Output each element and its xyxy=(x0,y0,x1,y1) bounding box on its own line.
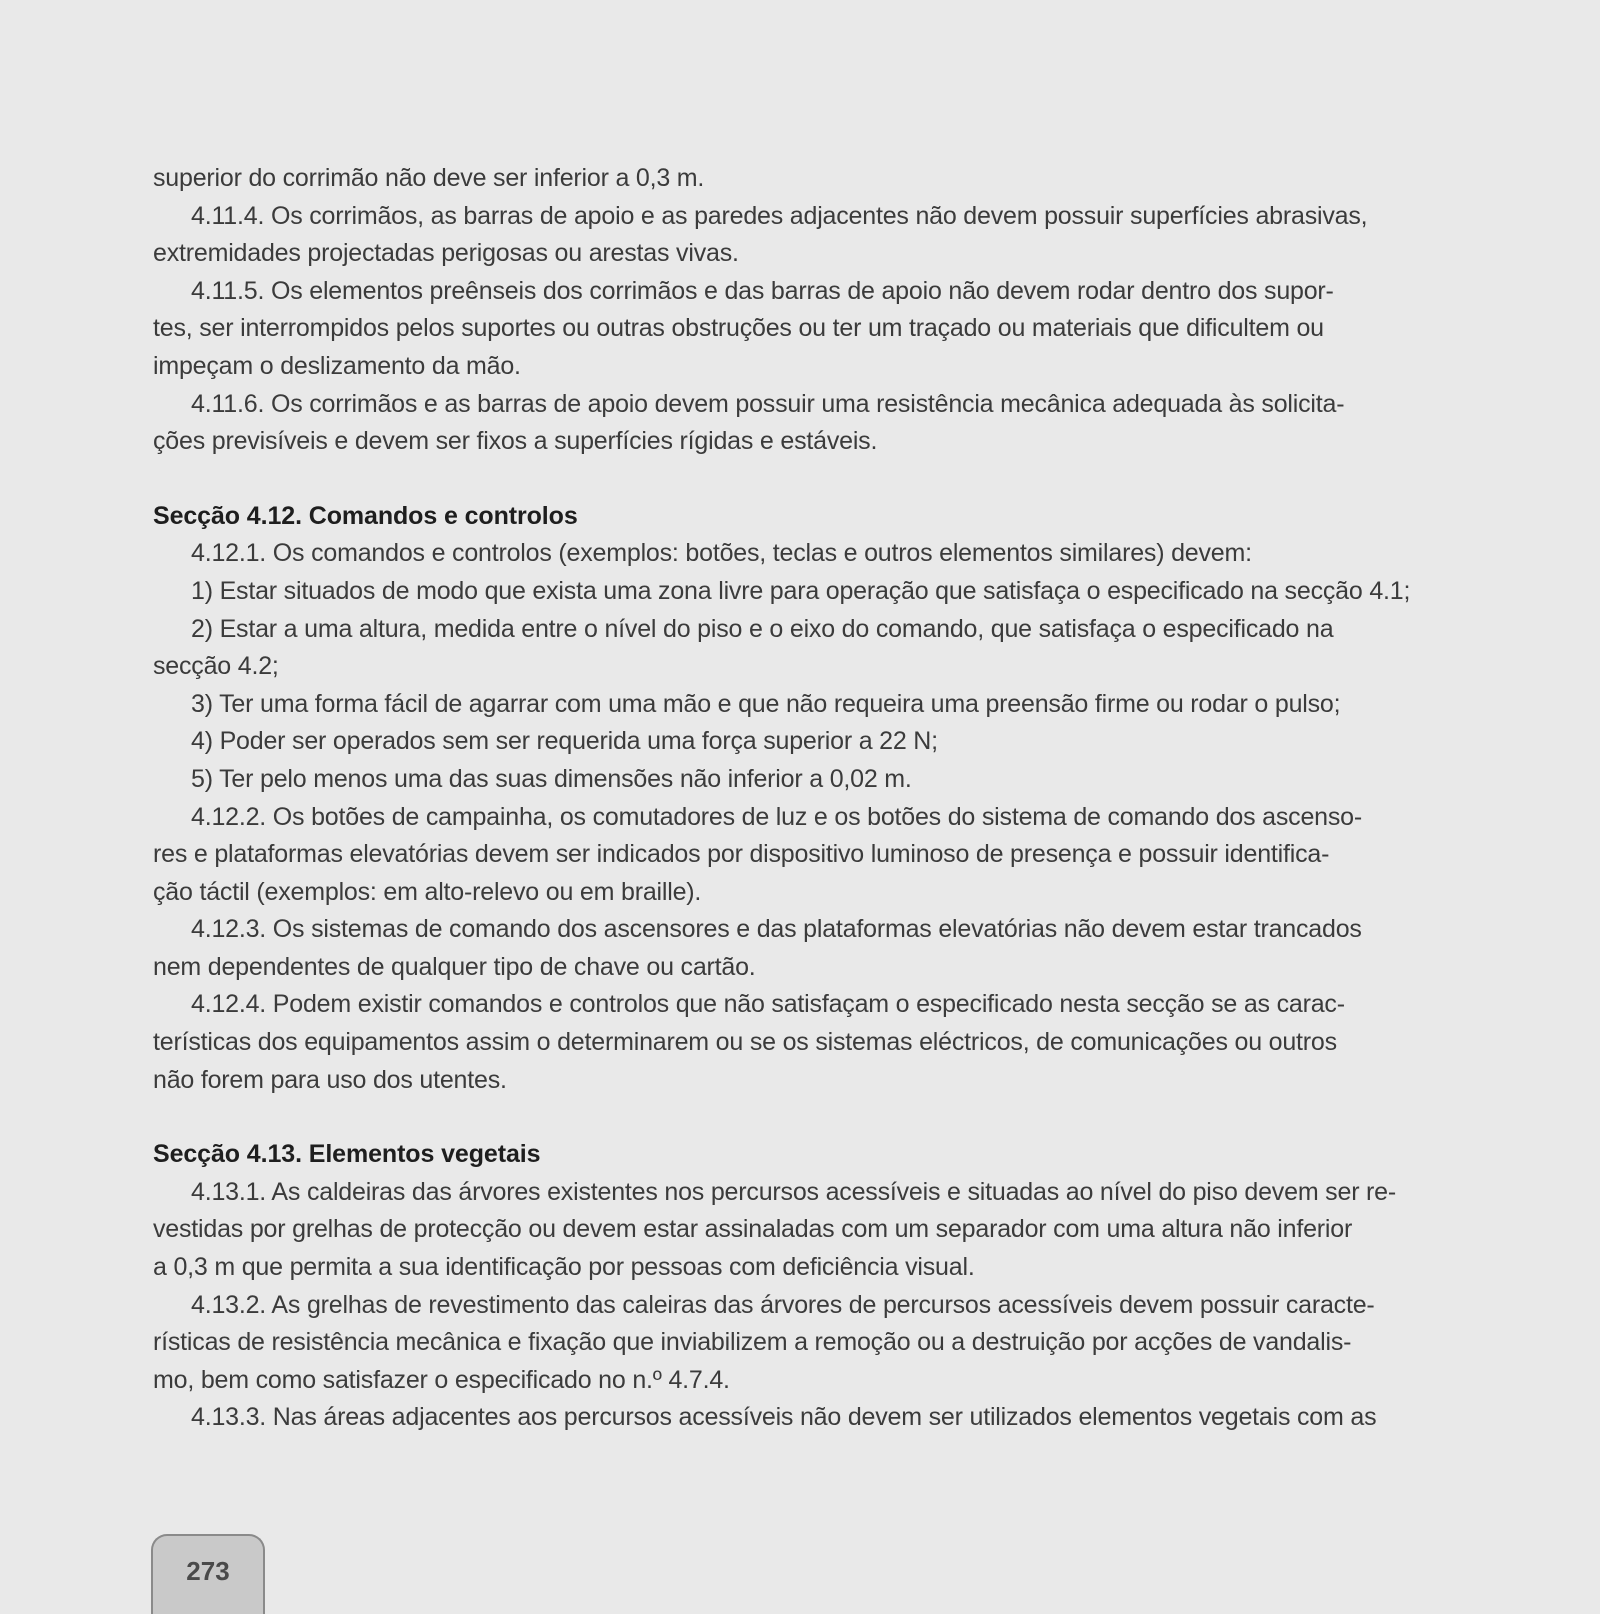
intro-paragraphs xyxy=(153,160,1448,461)
text-line: 1) Estar situados de modo que exista uma zona livre para operação que satisfaça o especificado na secção 4.1; xyxy=(191,576,1411,605)
page-number-tab xyxy=(151,1534,265,1614)
text-line: tes, ser interrompidos pelos suportes ou outras obstruções ou ter um traçado ou materiais que dificultem ou xyxy=(153,314,1324,343)
text-line: 5) Ter pelo menos uma das suas dimensões não inferior a 0,02 m. xyxy=(191,764,912,793)
text-line: ção táctil (exemplos: em alto-relevo ou em braille). xyxy=(153,877,702,906)
text-line: impeçam o deslizamento da mão. xyxy=(153,351,521,380)
text-line: 4.12.1. Os comandos e controlos (exemplos: botões, teclas e outros elementos similares) devem: xyxy=(191,539,1252,568)
text-line: 4.11.5. Os elementos preênseis dos corrimãos e das barras de apoio não devem rodar dentro dos supor- xyxy=(191,276,1334,305)
section-heading: Secção 4.12. Comandos e controlos xyxy=(153,501,578,530)
section-spacer xyxy=(153,461,1448,498)
text-line: 4.11.6. Os corrimãos e as barras de apoio devem possuir uma resistência mecânica adequada às solicita- xyxy=(191,389,1345,418)
text-line: secção 4.2; xyxy=(153,652,279,681)
text-line: res e plataformas elevatórias devem ser indicados por dispositivo luminoso de presença e possuir identifica- xyxy=(153,840,1330,869)
text-line: 3) Ter uma forma fácil de agarrar com uma mão e que não requeira uma preensão firme ou rodar o pulso; xyxy=(191,689,1341,718)
section-heading: Secção 4.13. Elementos vegetais xyxy=(153,1140,541,1169)
text-line: ções previsíveis e devem ser fixos a superfícies rígidas e estáveis. xyxy=(153,427,878,456)
text-line: extremidades projectadas perigosas ou arestas vivas. xyxy=(153,239,739,268)
text-line: mo, bem como satisfazer o especificado no n.º 4.7.4. xyxy=(153,1365,730,1394)
text-line: nem dependentes de qualquer tipo de chave ou cartão. xyxy=(153,952,756,981)
text-line: vestidas por grelhas de protecção ou devem estar assinaladas com um separador com uma altura não inferior xyxy=(153,1215,1353,1244)
text-line: 4.12.4. Podem existir comandos e controlos que não satisfaçam o especificado nesta secção se as carac- xyxy=(191,990,1345,1019)
text-line: a 0,3 m que permita a sua identificação por pessoas com deficiência visual. xyxy=(153,1253,975,1282)
section-spacer xyxy=(153,1099,1448,1136)
section-4-12 xyxy=(153,498,1448,1100)
text-line: 4.12.2. Os botões de campainha, os comutadores de luz e os botões do sistema de comando dos ascenso- xyxy=(191,802,1362,831)
page-number: 273 xyxy=(186,1556,230,1586)
text-line: 4.13.1. As caldeiras das árvores existentes nos percursos acessíveis e situadas ao nível do piso devem ser re- xyxy=(191,1177,1397,1206)
text-line: 4.13.3. Nas áreas adjacentes aos percursos acessíveis não devem ser utilizados elementos vegetais com as xyxy=(191,1403,1377,1432)
text-line: 4.11.4. Os corrimãos, as barras de apoio e as paredes adjacentes não devem possuir superfícies abrasivas, xyxy=(191,201,1368,230)
text-line: 4.13.2. As grelhas de revestimento das caleiras das árvores de percursos acessíveis devem possuir caracte- xyxy=(191,1290,1375,1319)
text-line: superior do corrimão não deve ser inferior a 0,3 m. xyxy=(153,164,705,192)
text-line: 2) Estar a uma altura, medida entre o nível do piso e o eixo do comando, que satisfaça o especificado na xyxy=(191,614,1334,643)
text-line: rísticas de resistência mecânica e fixação que inviabilizem a remoção ou a destruição por acções de vandalis- xyxy=(153,1328,1352,1357)
section-4-13 xyxy=(153,1136,1448,1437)
body-text xyxy=(153,160,1448,1437)
text-line: 4) Poder ser operados sem ser requerida uma força superior a 22 N; xyxy=(191,727,938,756)
text-line: não forem para uso dos utentes. xyxy=(153,1065,507,1094)
text-line: 4.12.3. Os sistemas de comando dos ascensores e das plataformas elevatórias não devem estar trancados xyxy=(191,915,1362,944)
text-line: terísticas dos equipamentos assim o determinarem ou se os sistemas eléctricos, de comunicações ou outros xyxy=(153,1028,1337,1057)
